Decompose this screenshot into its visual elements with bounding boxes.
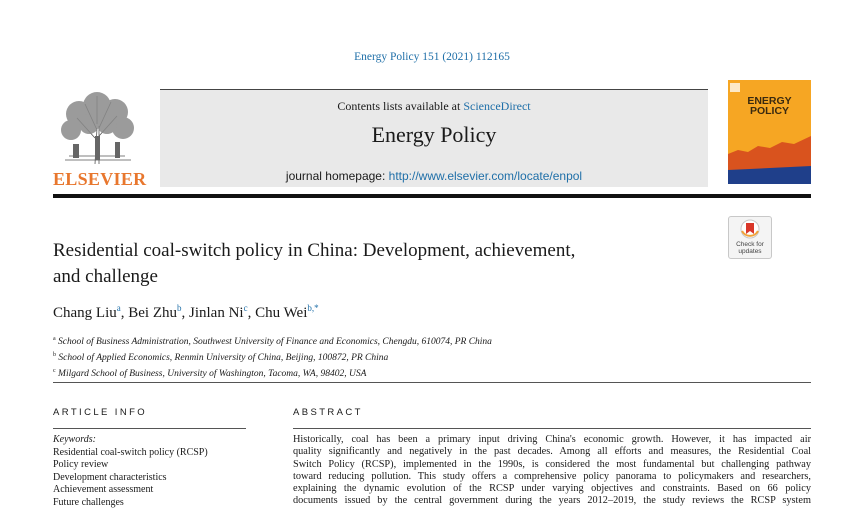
journal-citation[interactable]: Energy Policy 151 (2021) 112165: [354, 51, 510, 63]
abstract-line: Switch Policy (RCSP), implemented in the 1990s, is considered the most fundamental but challenging pathway: [293, 458, 811, 470]
contents-prefix: Contents lists available at: [337, 99, 464, 113]
author-name[interactable]: Bei Zhu: [128, 305, 177, 321]
affiliation-item: [53, 365, 492, 381]
keyword-item: Future challenges: [53, 496, 124, 508]
journal-cover[interactable]: [728, 80, 811, 184]
abstract-heading: ABSTRACT: [293, 407, 363, 418]
author-name[interactable]: Jinlan Ni: [189, 305, 244, 321]
abstract-divider: [293, 428, 811, 429]
affiliation-text: School of Business Administration, Southwest University of Finance and Economics, Chengdu, 610074, PR China: [58, 337, 492, 348]
homepage-prefix: journal homepage:: [285, 169, 389, 183]
keyword-item: Development characteristics: [53, 471, 167, 483]
section-divider: [53, 382, 811, 383]
journal-masthead: [53, 80, 811, 188]
publisher-name: ELSEVIER: [53, 169, 147, 189]
article-title-line2: and challenge: [53, 266, 158, 287]
affiliation-list: [53, 333, 492, 381]
article-info-divider: [53, 428, 246, 429]
crossmark-icon: [729, 217, 771, 241]
author-name[interactable]: Chu Wei: [255, 305, 308, 321]
homepage-line: [160, 169, 708, 183]
abstract-line: documents issued by the central government during the years 2012–2019, the study reviews the RCSP system: [293, 495, 811, 507]
abstract-text: [293, 434, 811, 508]
sciencedirect-link[interactable]: ScienceDirect: [463, 99, 531, 113]
author-list: Chang Liu$^a$, Bei Zhu$^b$, Jinlan Ni$^c$, Chu Wei$^{b,*}$: [53, 303, 319, 321]
keywords-label: Keywords:: [53, 434, 96, 445]
journal-title: Energy Policy: [371, 122, 497, 147]
keyword-item: Residential coal-switch policy (RCSP): [53, 446, 208, 458]
journal-homepage-link[interactable]: http://www.elsevier.com/locate/enpol: [388, 169, 583, 183]
author-affiliation-marker[interactable]: b,*: [307, 303, 319, 313]
author-name[interactable]: Chang Liu: [53, 305, 117, 321]
abstract-line: Historically, coal has been a primary input driving China's economic growth. However, it has impacted air: [293, 434, 811, 445]
author-affiliation-marker[interactable]: a: [116, 303, 121, 313]
crossmark-line1: Check for: [736, 241, 764, 248]
keyword-item: Policy review: [53, 459, 109, 470]
affiliation-marker: a: [53, 336, 56, 342]
author-affiliation-marker[interactable]: b: [177, 303, 182, 313]
article-title: [53, 238, 693, 290]
article-title-line1: Residential coal-switch policy in China: Development, achievement,: [53, 240, 576, 261]
affiliation-marker: c: [53, 368, 56, 375]
abstract-line: toward reducing pollution. This study offers a comprehensive policy panorama to policymakers and researchers,: [293, 470, 811, 482]
cover-title-line1: ENERGY: [747, 95, 792, 107]
publisher-logo[interactable]: [53, 88, 147, 189]
crossmark-label: [729, 241, 771, 255]
keyword-item: Achievement assessment: [53, 484, 154, 495]
keywords-list: [53, 434, 208, 509]
affiliation-text: School of Applied Economics, Renmin University of China, Beijing, 100872, PR China: [58, 353, 389, 364]
cover-title-line2: POLICY: [749, 105, 790, 117]
affiliation-marker: b: [53, 352, 56, 359]
abstract-line: explaining the dynamic evolution of the RCSP under varying objectives and constraints. Based on 66 policy: [293, 483, 811, 495]
cover-title: [728, 96, 811, 116]
affiliation-item: [53, 349, 492, 365]
abstract-line: quality significantly and negatively in the past decades. Among all efforts and measures, the Residential Coal: [293, 446, 811, 458]
affiliation-text: Milgard School of Business, University of Washington, Tacoma, WA, 98402, USA: [58, 369, 367, 380]
check-for-updates-badge[interactable]: [728, 216, 772, 259]
contents-line: [160, 99, 708, 114]
elsevier-tree-icon: [55, 88, 139, 166]
header-divider: [53, 194, 811, 198]
affiliation-item: [53, 333, 492, 349]
crossmark-line2: updates: [738, 248, 762, 255]
article-info-heading: ARTICLE INFO: [53, 407, 148, 418]
journal-banner: [160, 89, 708, 187]
author-affiliation-marker[interactable]: c: [243, 303, 248, 313]
